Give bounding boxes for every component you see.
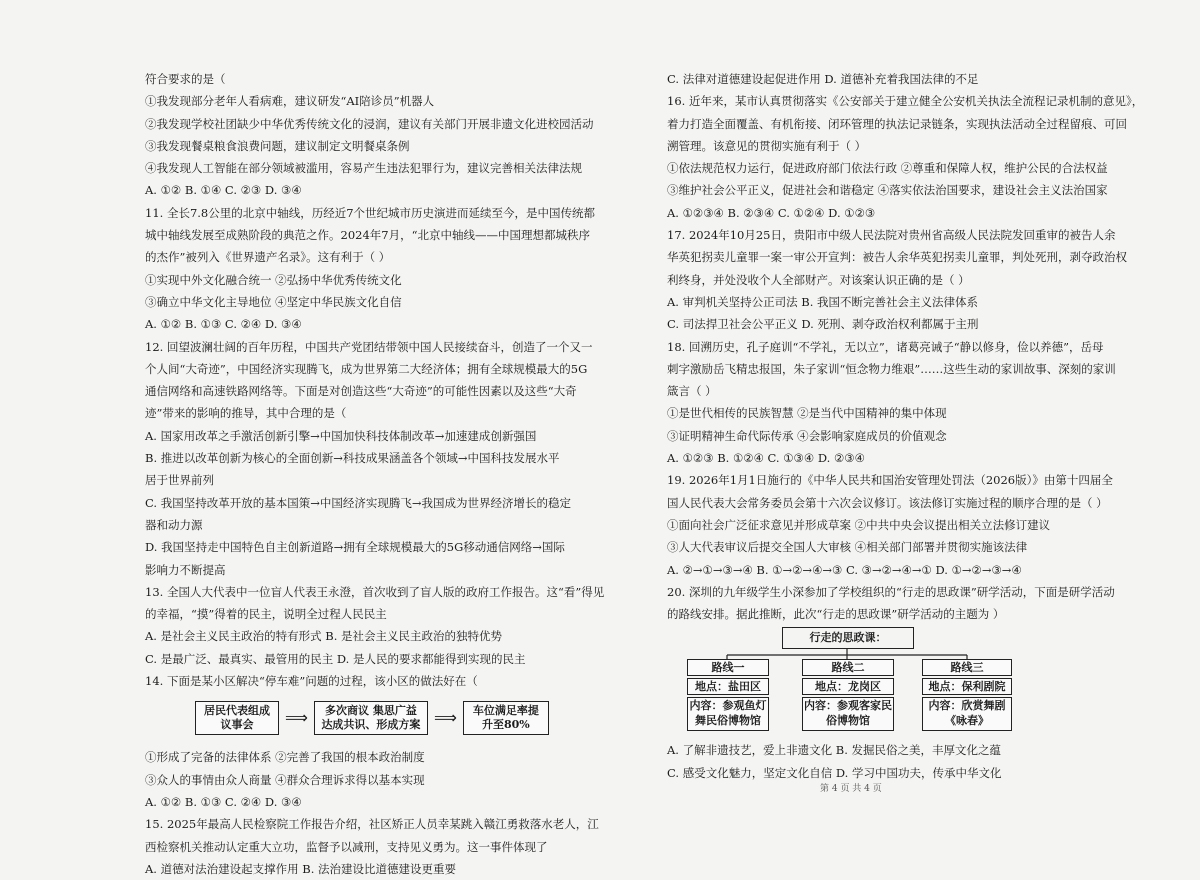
- text-line: A. 国家用改革之手激活创新引擎→中国加快科技体制改革→加速建成创新强国: [145, 428, 537, 443]
- text-line: 的杰作”被列入《世界遗产名录》。这有利于（ ）: [145, 250, 391, 265]
- text-line: ③众人的事情由众人商量 ④群众合理诉求得以基本实现: [145, 772, 425, 787]
- text-line: 17. 2024年10月25日，贵阳市中级人民法院对贵州省高级人民法院发回重审的被告人余: [667, 228, 1116, 243]
- flow-step-3: 车位满足率提升至80%: [463, 701, 549, 735]
- text-line: A. ②→①→③→④ B. ①→②→④→③ C. ③→②→④→① D. ①→②→③→④: [667, 562, 1022, 577]
- text-line: A. ①② B. ①③ C. ②④ D. ③④: [145, 794, 302, 809]
- text-line: C. 感受文化魅力，坚定文化自信 D. 学习中国功夫，传承中华文化: [667, 765, 1002, 780]
- text-line: 19. 2026年1月1日施行的《中华人民共和国治安管理处罚法（2026版）》由第十四届全: [667, 473, 1113, 488]
- text-line: A. 是社会主义民主政治的特有形式 B. 是社会主义民主政治的独特优势: [145, 629, 503, 644]
- parking-flow-diagram: [195, 698, 600, 738]
- route-2-place: 地点：龙岗区: [802, 678, 894, 695]
- text-line: A. ①② B. ①④ C. ②③ D. ③④: [145, 183, 302, 198]
- text-line: C. 是最广泛、最真实、最管用的民主 D. 是人民的要求都能得到实现的民主: [145, 651, 526, 666]
- text-line: A. ①②③④ B. ②③④ C. ①②④ D. ①②③: [667, 205, 876, 220]
- flow-step-1: 居民代表组成议事会: [195, 701, 279, 735]
- route-3-place: 地点：保利剧院: [922, 678, 1012, 695]
- text-line: 国人民代表大会常务委员会第十六次会议修订。该法修订实施过程的顺序合理的是（ ）: [667, 495, 1108, 510]
- text-line: ④我发现人工智能在部分领域被滥用，容易产生违法犯罪行为，建议完善相关法律法规: [145, 161, 582, 176]
- left-column: [145, 68, 605, 880]
- text-line: 居于世界前列: [145, 473, 214, 488]
- text-line: ③确立中华文化主导地位 ④坚定中华民族文化自信: [145, 294, 402, 309]
- text-line: 西检察机关推动认定重大立功，监督予以减刑，支持见义勇为。这一事件体现了: [145, 839, 548, 854]
- text-line: 11. 全长7.8公里的北京中轴线，历经近7个世纪城市历史演进而延续至今，是中国传统都: [145, 205, 596, 220]
- route-2-name: 路线二: [802, 659, 894, 676]
- text-line: 迹”带来的影响的推导，其中合理的是（: [145, 406, 347, 421]
- text-line: ②我发现学校社团缺少中华优秀传统文化的浸润，建议有关部门开展非遗文化进校园活动: [145, 116, 594, 131]
- text-line: 着力打造全面覆盖、有机衔接、闭环管理的执法记录链条，实现执法活动全过程留痕、可回: [667, 116, 1127, 131]
- page-footer: 第 4 页 共 4 页: [820, 784, 882, 794]
- text-line: 14. 下面是某小区解决“停车难”问题的过程，该小区的做法好在（: [145, 674, 478, 689]
- arrow-right-icon: ⟹: [433, 708, 457, 728]
- text-line: 符合要求的是（: [145, 72, 226, 86]
- text-line: ①是世代相传的民族智慧 ②是当代中国精神的集中体现: [667, 406, 947, 421]
- text-line: ①依法规范权力运行，促进政府部门依法行政 ②尊重和保障人权，维护公民的合法权益: [667, 161, 1108, 176]
- text-line: D. 我国坚持走中国特色自主创新道路→拥有全球规模最大的5G移动通信网络→国际: [145, 540, 565, 555]
- text-line: A. 审判机关坚持公正司法 B. 我国不断完善社会主义法律体系: [667, 294, 979, 309]
- text-line: 刺字激励岳飞精忠报国，朱子家训“恒念物力维艰”……这些生动的家训故事、深刻的家训: [667, 361, 1116, 376]
- text-line: ③人大代表审议后提交全国人大审核 ④相关部门部署并贯彻实施该法律: [667, 540, 1028, 555]
- text-line: 利终身，并处没收个人全部财产。对该案认识正确的是（ ）: [667, 272, 970, 287]
- route-2-content: 内容：参观客家民俗博物馆: [802, 697, 894, 731]
- text-line: 16. 近年来，某市认真贯彻落实《公安部关于建立健全公安机关执法全流程记录机制的意见》，: [667, 94, 1144, 109]
- text-line: 溯管理。该意见的贯彻实施有利于（ ）: [667, 138, 867, 153]
- text-line: 影响力不断提高: [145, 562, 226, 577]
- left-text-block: [145, 68, 605, 692]
- route-1-name: 路线一: [687, 659, 769, 676]
- text-line: 器和动力源: [145, 517, 203, 532]
- text-line: 的幸福，“摸”得着的民主，说明全过程人民民主: [145, 607, 387, 622]
- text-line: ③我发现餐桌粮食浪费问题，建议制定文明餐桌条例: [145, 138, 410, 153]
- text-line: 12. 回望波澜壮阔的百年历程，中国共产党团结带领中国人民接续奋斗，创造了一个又一: [145, 339, 593, 354]
- route-3-name: 路线三: [922, 659, 1012, 676]
- text-line: ①实现中外文化融合统一 ②弘扬中华优秀传统文化: [145, 272, 402, 287]
- text-line: B. 推进以改革创新为核心的全面创新→科技成果涵盖各个领域→中国科技发展水平: [145, 451, 560, 466]
- route-3-content: 内容：欣赏舞剧《咏春》: [922, 697, 1012, 731]
- text-line: 个人间“大奇迹”，中国经济实现腾飞，成为世界第二大经济体；拥有全球规模最大的5G: [145, 361, 588, 376]
- right-text-block: [667, 68, 1144, 625]
- text-line: 15. 2025年最高人民检察院工作报告介绍，社区矫正人员幸某跳入赣江勇救落水老人，江: [145, 817, 599, 832]
- flow-step-2: 多次商议 集思广益 达成共识、形成方案: [314, 701, 428, 735]
- text-line: 20. 深圳的九年级学生小深参加了学校组织的“行走的思政课”研学活动，下面是研学活动: [667, 584, 1115, 599]
- right-text-block-2: [667, 739, 1062, 784]
- text-line: C. 我国坚持改革开放的基本国策→中国经济实现腾飞→我国成为世界经济增长的稳定: [145, 495, 571, 510]
- right-column: [667, 68, 1144, 784]
- text-line: 华英犯拐卖儿童罪一案一审公开宣判：被告人余华英犯拐卖儿童罪，判处死刑，剥夺政治权: [667, 250, 1127, 265]
- text-line: C. 法律对道德建设起促进作用 D. 道德补充着我国法律的不足: [667, 72, 979, 86]
- text-line: 通信网络和高速铁路网络等。下面是对创造这些“大奇迹”的可能性因素以及这些“大奇: [145, 384, 577, 399]
- text-line: ①面向社会广泛征求意见并形成草案 ②中共中央会议提出相关立法修订建议: [667, 517, 1051, 532]
- text-line: 箴言（ ）: [667, 384, 717, 399]
- text-line: 的路线安排。据此推断，此次“行走的思政课”研学活动的主题为 ）: [667, 607, 1005, 622]
- text-line: ①我发现部分老年人看病难，建议研发“AI陪诊员”机器人: [145, 94, 435, 109]
- route-tree-diagram: [682, 627, 1012, 735]
- text-line: A. ①②③ B. ①②④ C. ①③④ D. ②③④: [667, 451, 865, 466]
- text-line: C. 司法捍卫社会公平正义 D. 死刑、剥夺政治权利都属于主刑: [667, 317, 979, 332]
- text-line: ③证明精神生命代际传承 ④会影响家庭成员的价值观念: [667, 428, 947, 443]
- text-line: ①形成了完备的法律体系 ②完善了我国的根本政治制度: [145, 750, 425, 765]
- text-line: 18. 回溯历史，孔子庭训“不学礼，无以立”，诸葛亮诫子“静以修身，俭以养德”，岳母: [667, 339, 1104, 354]
- route-1-content: 内容：参观鱼灯舞民俗博物馆: [687, 697, 769, 731]
- text-line: A. ①② B. ①③ C. ②④ D. ③④: [145, 317, 302, 332]
- tree-root: 行走的思政课：: [782, 627, 914, 649]
- text-line: A. 了解非遗技艺，爱上非遗文化 B. 发掘民俗之美，丰厚文化之蕴: [667, 743, 1002, 758]
- text-line: 13. 全国人大代表中一位盲人代表王永澄，首次收到了盲人版的政府工作报告。这“看”得见: [145, 584, 605, 599]
- left-text-block-2: [145, 746, 600, 880]
- arrow-right-icon: ⟹: [285, 708, 308, 728]
- text-line: A. 道德对法治建设起支撑作用 B. 法治建设比道德建设更重要: [145, 861, 457, 876]
- route-1-place: 地点：盐田区: [687, 678, 769, 695]
- text-line: 城中轴线发展至成熟阶段的典范之作。2024年7月，“北京中轴线——中国理想都城秩序: [145, 228, 590, 243]
- text-line: ③维护社会公平正义，促进社会和谐稳定 ④落实依法治国要求，建设社会主义法治国家: [667, 183, 1108, 198]
